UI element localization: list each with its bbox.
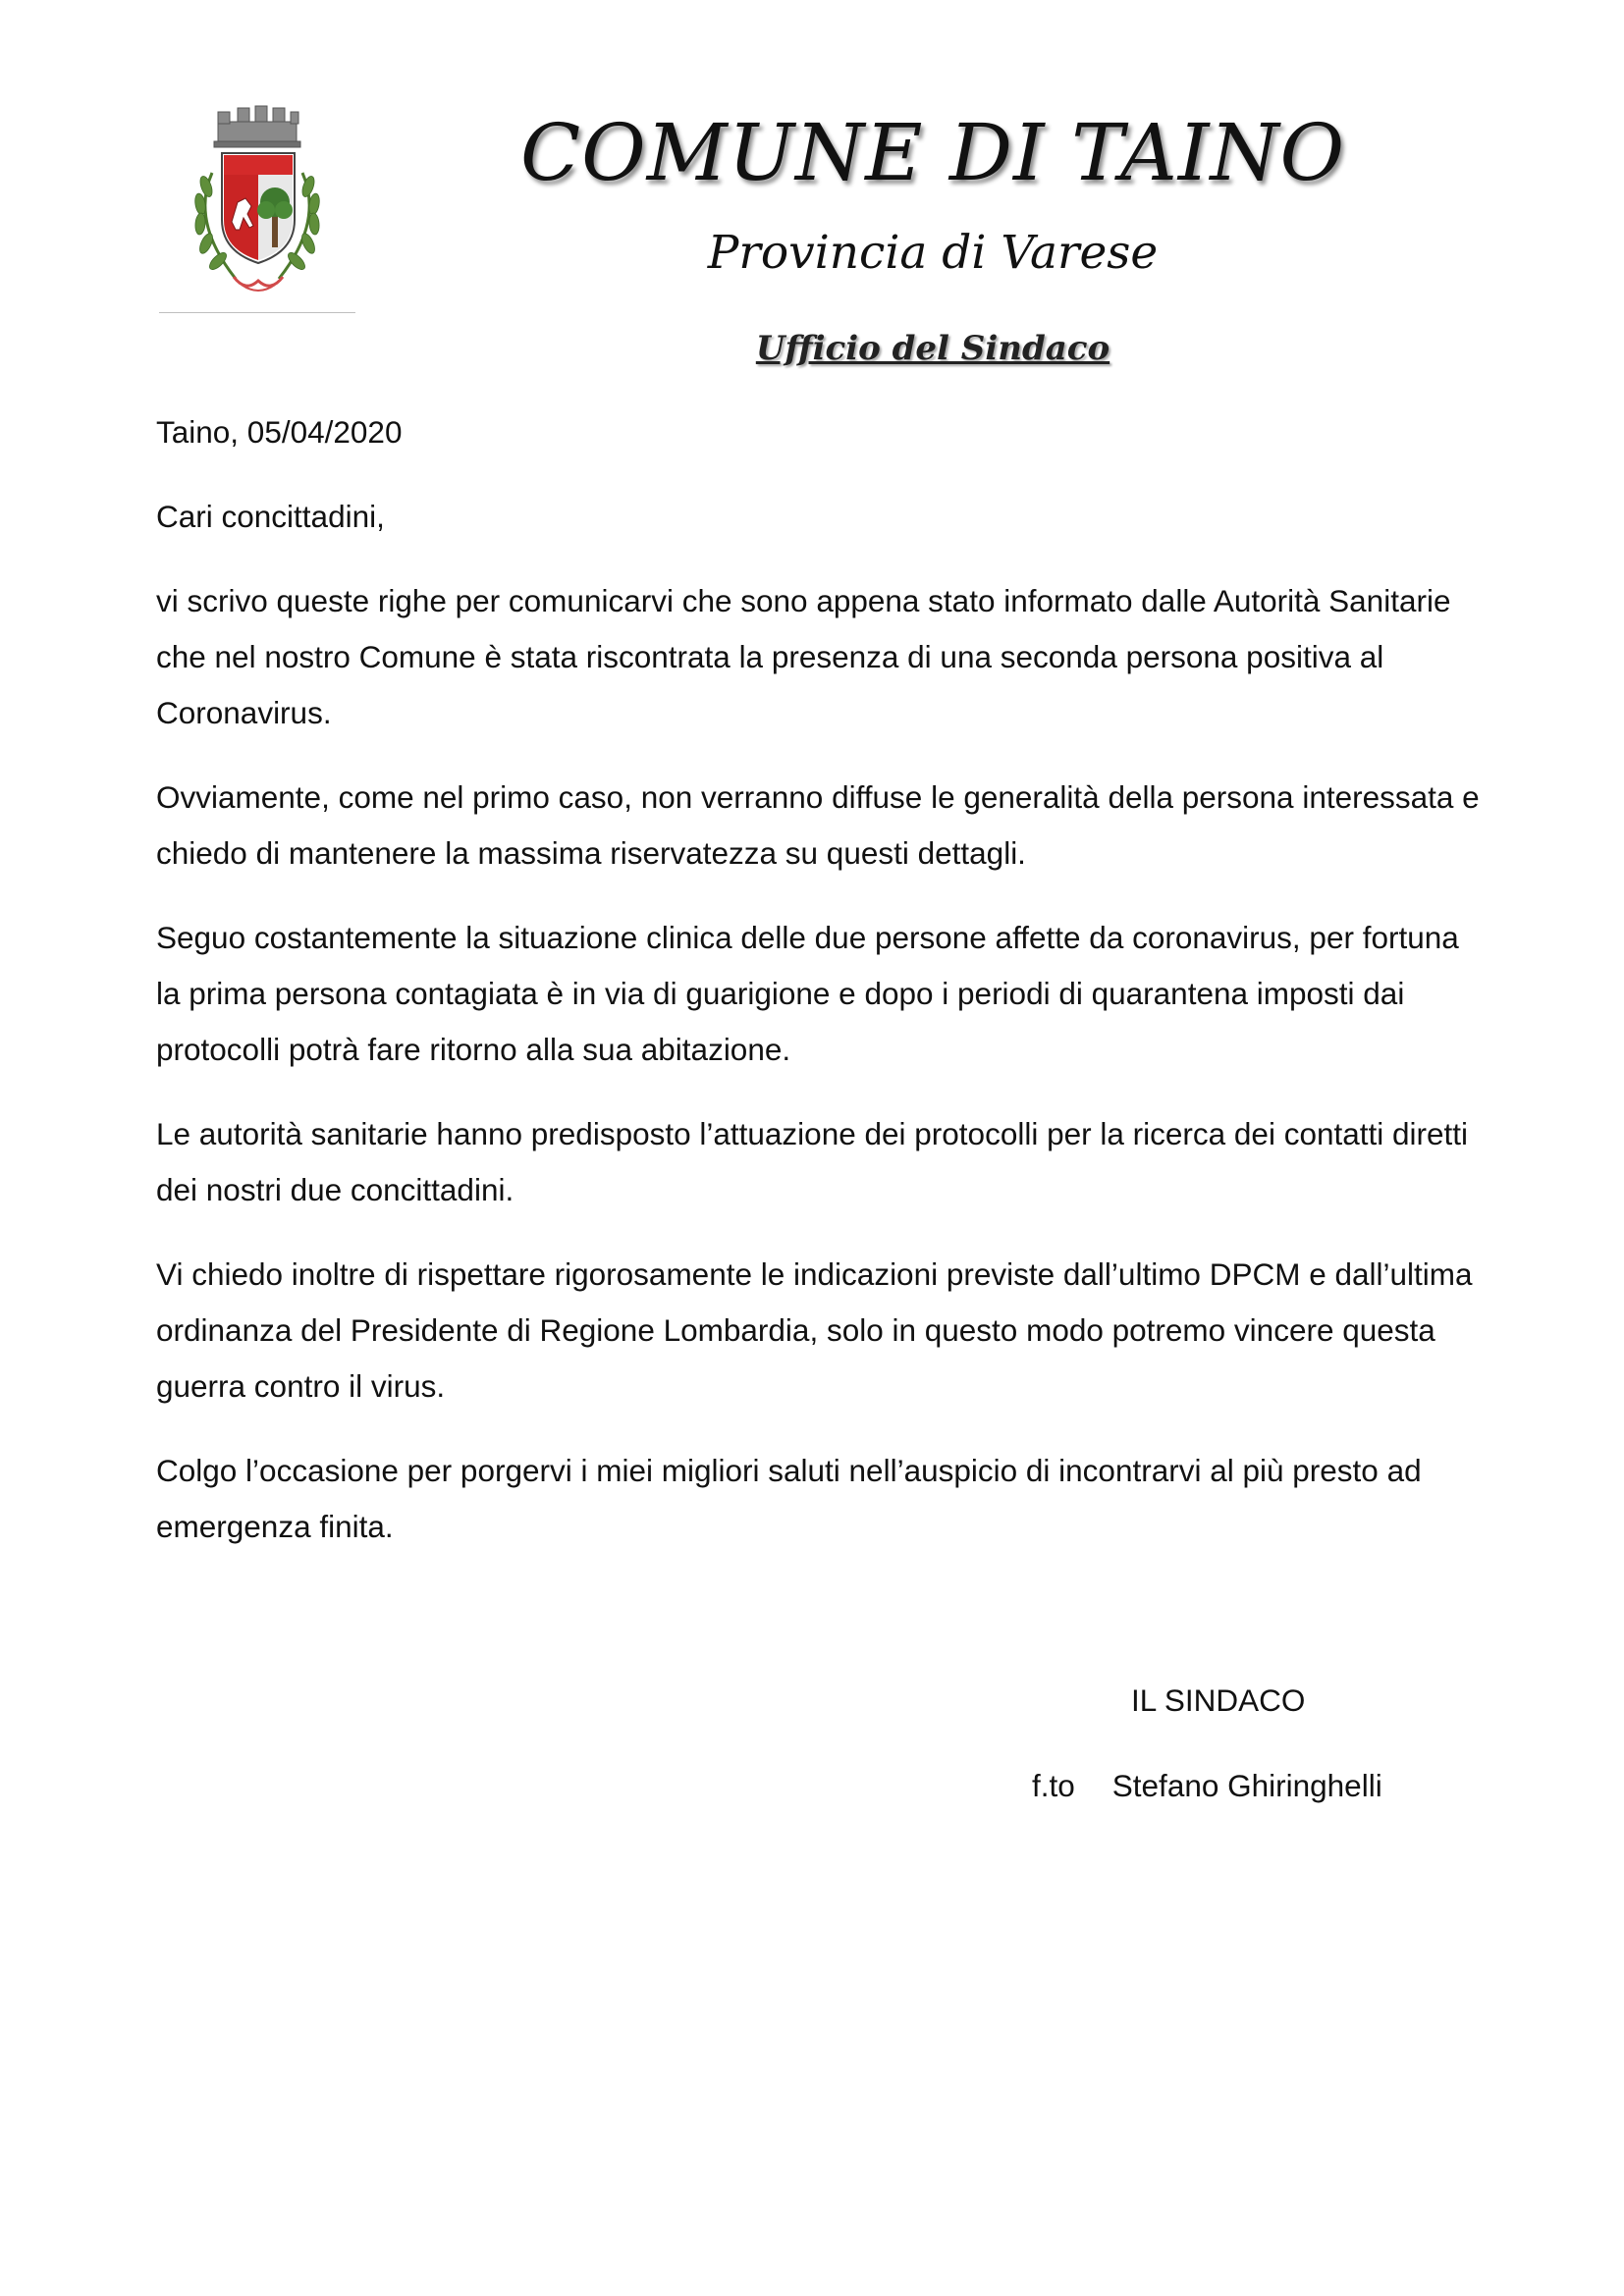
letter-date: Taino, 05/04/2020 [156, 414, 403, 450]
letter-paragraph: Ovviamente, come nel primo caso, non verranno diffuse le generalità della persona interessata e chiedo di mantenere la massima riservatezza su questi dettagli. [156, 779, 1480, 871]
letter-salutation: Cari concittadini, [156, 499, 385, 534]
province-subtitle: Provincia di Varese [707, 226, 1159, 280]
signature-title: IL SINDACO [1131, 1682, 1306, 1718]
office-heading: Ufficio del Sindaco [755, 329, 1110, 368]
ribbon [234, 277, 283, 286]
town-title: COMUNE DI TAINO [519, 107, 1346, 198]
mural-crown [214, 106, 300, 147]
letter-paragraph: vi scrivo queste righe per comunicarvi che sono appena stato informato dalle Autorità Sanitarie che nel nostro Comune è stata riscontrata la presenza di una seconda persona positiva al Coronavirus. [156, 583, 1451, 730]
letter-paragraph: Seguo costantemente la situazione clinica delle due persone affette da coronavirus, per fortuna la prima persona contagiata è in via di guarigione e dopo i periodi di quarantena imposti dai protocolli potrà fare ritorno alla sua abitazione. [156, 920, 1459, 1067]
coat-of-arms-icon [157, 104, 357, 310]
letter-paragraph: Colgo l’occasione per porgervi i miei migliori saluti nell’auspicio di incontrarvi al più presto ad emergenza finita. [156, 1453, 1422, 1544]
letter-body [156, 404, 1491, 1583]
crest-divider [159, 312, 355, 313]
signature-line [1032, 1758, 1382, 1814]
letter-paragraph: Vi chiedo inoltre di rispettare rigorosamente le indicazioni previste dall’ultimo DPCM e dall’ultima ordinanza del Presidente di Regione Lombardia, solo in questo modo potremo vincere questa guerra contro il virus. [156, 1256, 1473, 1404]
letter-paragraph: Le autorità sanitarie hanno predisposto l’attuazione dei protocolli per la ricerca dei contatti diretti dei nostri due concittadini. [156, 1116, 1469, 1207]
signature-name: Stefano Ghiringhelli [1111, 1768, 1382, 1803]
signature-prefix: f.to [1032, 1768, 1075, 1803]
